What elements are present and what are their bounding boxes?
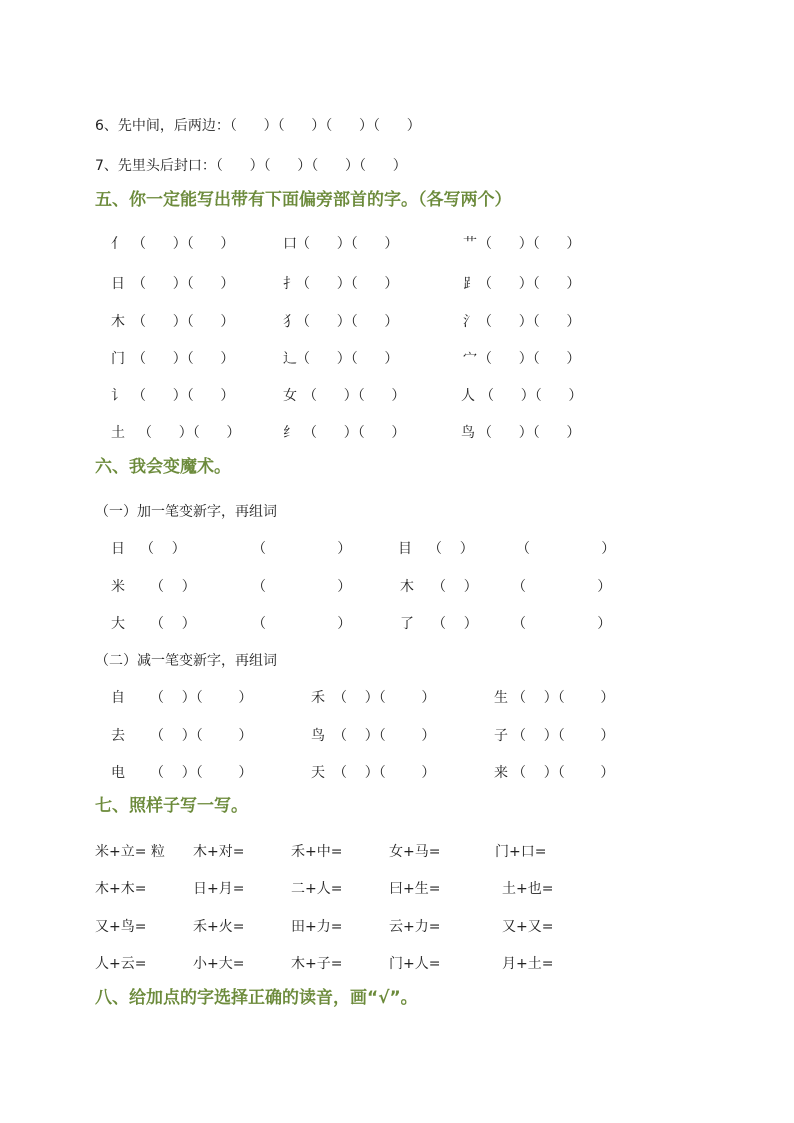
new-char-blank[interactable]: （ ） (150, 616, 196, 632)
radical: 扌 (283, 276, 297, 292)
base-char: 日 (111, 541, 125, 557)
equation: 田+力= (291, 919, 343, 935)
base-char: 大 (111, 616, 125, 632)
word-blank[interactable]: （ ） (252, 579, 352, 595)
answer-blank[interactable]: （ ）（ ） (333, 690, 436, 706)
radical: 纟 (283, 425, 297, 441)
radical: 女 (283, 388, 297, 404)
base-char: 生 (494, 690, 508, 706)
answer-blank[interactable]: （ ）（ ） (333, 765, 436, 781)
equation: 二+人= (291, 881, 343, 897)
answer-blank[interactable]: （ ）（ ） (296, 236, 399, 252)
answer-blank[interactable]: （ ）（ ） (132, 388, 235, 404)
equation: 云+力= (389, 919, 441, 935)
radical: 土 (111, 425, 125, 441)
base-char: 天 (311, 765, 325, 781)
base-char: 自 (111, 690, 125, 706)
base-char: 目 (398, 541, 412, 557)
equation: 米+立= 粒 (95, 844, 165, 860)
new-char-blank[interactable]: （ ） (150, 579, 196, 595)
equation: 木+子= (291, 956, 343, 972)
base-char: 鸟 (311, 728, 325, 744)
equation: 木+对= (193, 844, 245, 860)
section-6-title: 六、我会变魔术。 (95, 457, 231, 477)
radical: 鸟 (461, 425, 475, 441)
equation: 禾+火= (193, 919, 245, 935)
section-8-title: 八、给加点的字选择正确的读音，画“√”。 (95, 988, 418, 1008)
equation: 月+土= (502, 956, 554, 972)
answer-blank[interactable]: （ ）（ ） (296, 276, 399, 292)
equation: 木+木= (95, 881, 147, 897)
radical: 日 (111, 276, 125, 292)
radical: ⻊ (463, 276, 477, 292)
equation: 门+人= (389, 956, 441, 972)
answer-blank[interactable]: （ ）（ ） (480, 388, 583, 404)
answer-blank[interactable]: （ ）（ ） (512, 765, 615, 781)
answer-blank[interactable]: （ ）（ ） (512, 728, 615, 744)
answer-blank[interactable]: （ ）（ ） (132, 236, 235, 252)
answer-blank[interactable]: （ ）（ ） (132, 276, 235, 292)
new-char-blank[interactable]: （ ） (432, 579, 478, 595)
radical: 讠 (111, 388, 125, 404)
answer-blank[interactable]: （ ）（ ） (478, 314, 581, 330)
base-char: 米 (111, 579, 125, 595)
answer-blank[interactable]: （ ）（ ） (132, 314, 235, 330)
answer-blank[interactable]: （ ）（ ） (150, 765, 253, 781)
base-char: 电 (111, 765, 125, 781)
new-char-blank[interactable]: （ ） (140, 541, 186, 557)
word-blank[interactable]: （ ） (252, 541, 352, 557)
answer-blank[interactable]: （ ）（ ） (478, 236, 581, 252)
equation: 女+马= (389, 844, 441, 860)
answer-blank[interactable]: （ ）（ ） (150, 690, 253, 706)
radical: 艹 (463, 236, 477, 252)
equation: 又+又= (502, 919, 554, 935)
word-blank[interactable]: （ ） (252, 616, 352, 632)
answer-blank[interactable]: （ ）（ ） (478, 425, 581, 441)
radical: 门 (111, 351, 125, 367)
answer-blank[interactable]: （ ）（ ） (150, 728, 253, 744)
base-char: 了 (400, 616, 414, 632)
word-blank[interactable]: （ ） (516, 541, 616, 557)
new-char-blank[interactable]: （ ） (428, 541, 474, 557)
answer-blank[interactable]: （ ）（ ） (296, 351, 399, 367)
base-char: 子 (494, 728, 508, 744)
answer-blank[interactable]: （ ）（ ） (296, 314, 399, 330)
base-char: 去 (111, 728, 125, 744)
base-char: 来 (494, 765, 508, 781)
radical: 犭 (283, 314, 297, 330)
stroke-order-line-6: 6、先中间，后两边：（ ）（ ）（ ）（ ） (95, 118, 421, 134)
word-blank[interactable]: （ ） (512, 579, 612, 595)
equation: 人+云= (95, 956, 147, 972)
answer-blank[interactable]: （ ）（ ） (303, 388, 406, 404)
radical: 氵 (463, 314, 477, 330)
answer-blank[interactable]: （ ）（ ） (303, 425, 406, 441)
radical: 木 (111, 314, 125, 330)
answer-blank[interactable]: （ ）（ ） (138, 425, 241, 441)
radical: 亻 (111, 236, 125, 252)
equation: 小+大= (193, 956, 245, 972)
answer-blank[interactable]: （ ）（ ） (333, 728, 436, 744)
new-char-blank[interactable]: （ ） (432, 616, 478, 632)
radical: 口 (283, 236, 297, 252)
base-char: 禾 (311, 690, 325, 706)
radical: 辶 (283, 351, 297, 367)
equation: 门+口= (495, 844, 547, 860)
answer-blank[interactable]: （ ）（ ） (512, 690, 615, 706)
answer-blank[interactable]: （ ）（ ） (478, 351, 581, 367)
equation: 曰+生= (389, 881, 441, 897)
base-char: 木 (400, 579, 414, 595)
radical: 人 (461, 388, 475, 404)
section-5-title: 五、你一定能写出带有下面偏旁部首的字。（各写两个） (95, 190, 512, 210)
equation: 禾+中= (291, 844, 343, 860)
equation: 日+月= (193, 881, 245, 897)
section-7-title: 七、照样子写一写。 (95, 796, 248, 816)
answer-blank[interactable]: （ ）（ ） (478, 276, 581, 292)
section-6-part2-label: （二）减一笔变新字，再组词 (95, 653, 277, 669)
section-6-part1-label: （一）加一笔变新字，再组词 (95, 504, 277, 520)
word-blank[interactable]: （ ） (512, 616, 612, 632)
equation: 土+也= (502, 881, 554, 897)
stroke-order-line-7: 7、先里头后封口：（ ）（ ）（ ）（ ） (95, 158, 407, 174)
radical: 宀 (463, 351, 477, 367)
equation: 又+鸟= (95, 919, 147, 935)
answer-blank[interactable]: （ ）（ ） (132, 351, 235, 367)
